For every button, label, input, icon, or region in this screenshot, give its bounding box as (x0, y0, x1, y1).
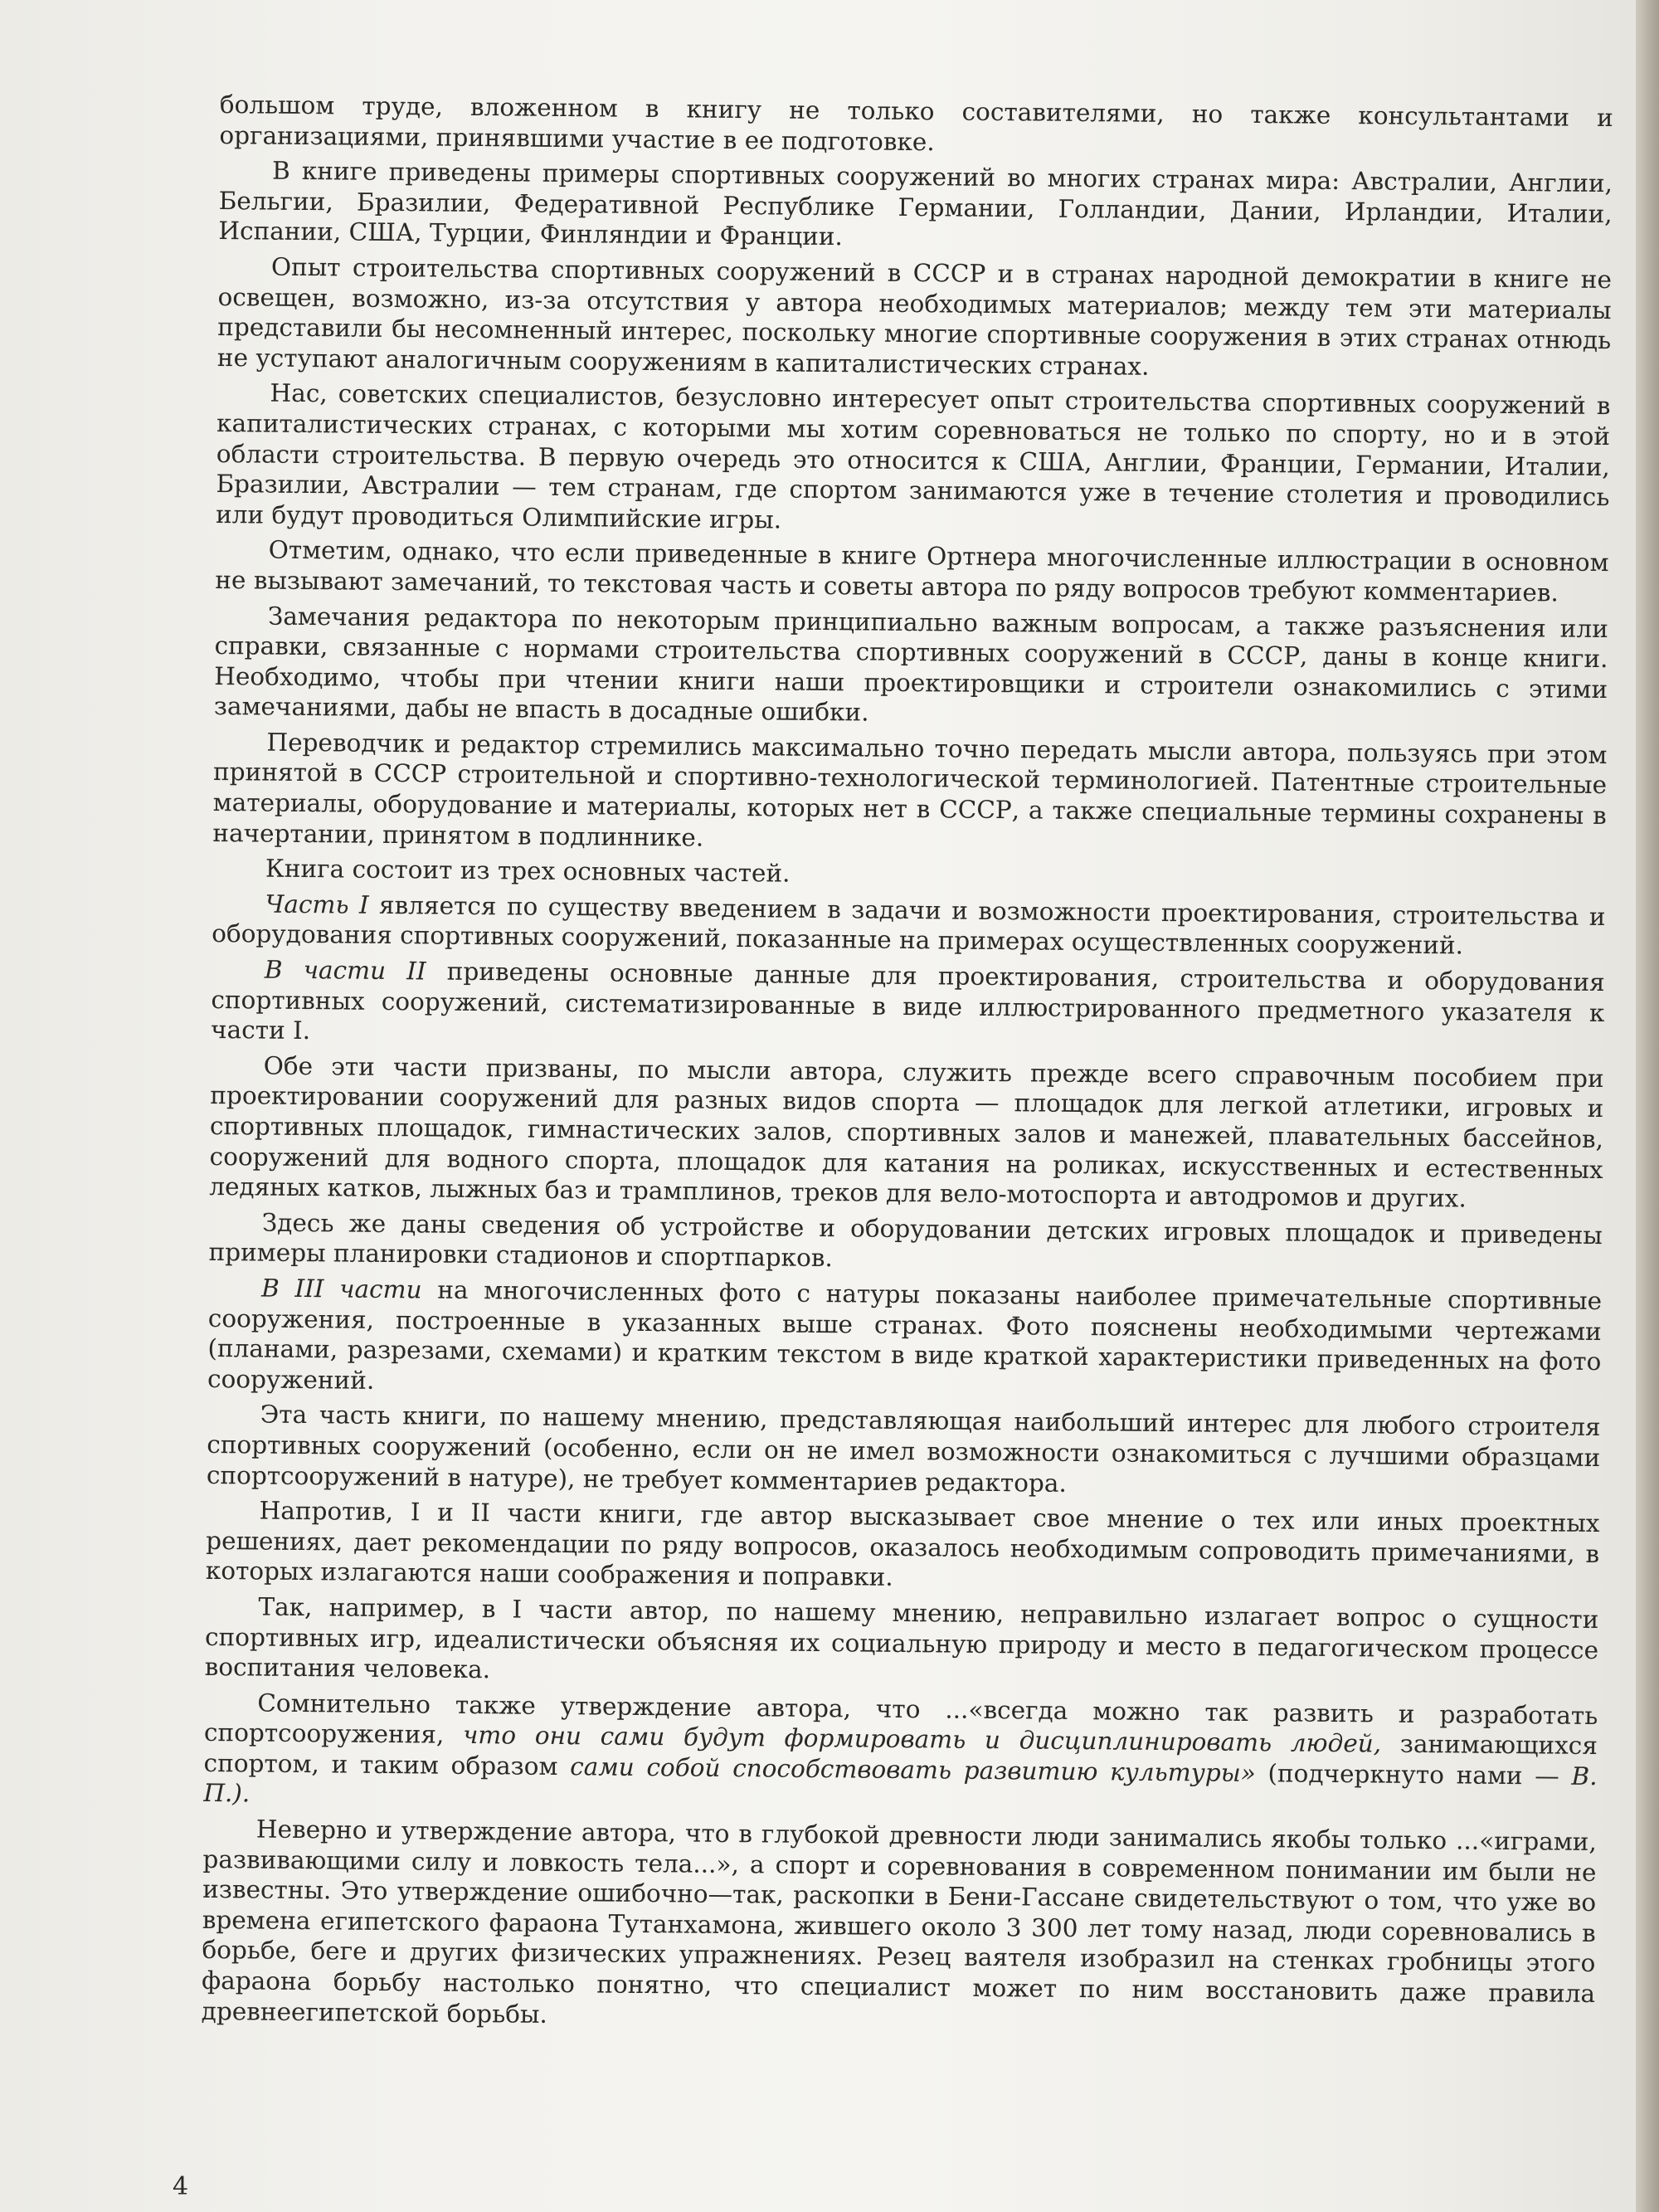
paragraph (218, 155, 1613, 260)
italic-text: В III части (260, 1274, 422, 1304)
italic-text: Часть I (265, 889, 369, 919)
paragraph (203, 1688, 1598, 1822)
text-run: занимающихся спортом, и таким образом (203, 1729, 1598, 1781)
text-run: на многочисленных фото с натуры показаны наиболее примечательные спортивные сооружения, построенные в указанных выше странах. Фото пояснены необходимыми чертежами (планами, разрезами, схемами) и кратким текстом в виде краткой характеристики приведенных на фото сооружений. (207, 1275, 1603, 1395)
paragraph (212, 889, 1606, 962)
page-edge (1636, 0, 1659, 2212)
body-text (202, 90, 1613, 2044)
italic-text: В. П.). (203, 1761, 1598, 1808)
text-run: Так, например, в I части автор, по нашему мнению, неправильно излагает вопрос о сущности спортивных игр, идеалистически объясняя их социальную природу и место в педагогическом процессе воспитания человека. (204, 1592, 1599, 1684)
text-run: большом труде, вложенном в книгу не только составителями, но также консультантами и организациями, принявшими участие в ее подготовке. (219, 90, 1613, 156)
text-run: Переводчик и редактор стремились максимально точно передать мысли автора, пользуясь при этом принятой в СССР строительной и спортивно-технологической терминологией. Патентные строительные материалы, оборудование и материалы, которых нет в СССР, а также специальные термины сохранены в начертании, принятом в подлиннике. (212, 728, 1608, 852)
paragraph (202, 1814, 1597, 2039)
text-run: (подчеркнуто нами — (1255, 1758, 1572, 1791)
text-run: В книге приведены примеры спортивных сооружений во многих странах мира: Австралии, Англии, Бельгии, Бразилии, Федеративной Республике Германии, Голландии, Дании, Ирландии, Италии, Испании, США, Турции, Финляндии и Франции. (218, 156, 1613, 251)
paragraph (207, 1399, 1601, 1503)
paragraph (205, 1591, 1599, 1696)
paragraph (214, 600, 1608, 734)
text-run: Неверно и утверждение автора, что в глубокой древности люди занимались якобы только ...«играми, развивающими силу и ловкость тела...», а спорт и соревнования в современном понимании им были не известны. Это утверждение ошибочно—так, раскопки в Бени-Гассане свидетельствуют о том, что уже во времена египетского фараона Тутанхамона, жившего около 3 300 лет тому назад, люди соревновались в борьбе, беге и других физических упражнениях. Резец ваятеля изобразил на стенках гробницы этого фараона борьбу настолько понятно, что специалист может по ним восстановить даже правила древнеегипетской борьбы. (201, 1815, 1597, 2029)
italic-text: В части II (264, 955, 426, 986)
text-run: Нас, советских специалистов, безусловно интересует опыт строительства спортивных сооружений в капиталистических странах, с которыми мы хотим соревноваться не только по спорту, но и в этой области строительства. В первую очередь это относится к США, Англии, Франции, Германии, Италии, Бразилии, Австралии — тем странам, где спортом занимаются уже в течение столетия и проводились или будут проводиться Олимпийские игры. (215, 378, 1611, 534)
paragraph (206, 1495, 1600, 1600)
paragraph (217, 251, 1612, 386)
paragraph (212, 727, 1607, 861)
paragraph (208, 1207, 1603, 1281)
paragraph (215, 534, 1609, 608)
text-run: Отметим, однако, что если приведенные в книге Ортнера многочисленные иллюстрации в основном не вызывают замечаний, то текстовая часть и советы автора по ряду вопросов требуют комментариев. (215, 535, 1609, 607)
text-run: Обе эти части призваны, по мысли автора, служить прежде всего справочным пособием при проектировании сооружений для разных видов спорта — площадок для легкой атлетики, игровых и спортивных площадок, гимнастических залов, спортивных залов и манежей, плавательных бассейнов, сооружений для водного спорта, площадок для катания на роликах, искусственных и естественных ледяных катков, лыжных баз и трамплинов, треков для вело-мотоспорта и автодромов и других. (209, 1051, 1604, 1213)
text-run: Здесь же даны сведения об устройстве и оборудовании детских игровых площадок и приведены примеры планировки стадионов и спортпарков. (208, 1208, 1603, 1273)
text-run: Сомнительно также утверждение автора, что ...«всегда можно так развить и разработать спортсооружения, (203, 1688, 1598, 1750)
paragraph (211, 954, 1605, 1059)
paragraph (216, 378, 1611, 543)
text-run: Замечания редактора по некоторым принципиально важным вопросам, а также разъяснения или справки, связанные с нормами строительства спортивных сооружений в СССР, даны в конце книги. Необходимо, чтобы при чтении книги наши проектировщики и строители ознакомились с этими замечаниями, дабы не впасть в досадные ошибки. (213, 602, 1609, 727)
paragraph (209, 1050, 1604, 1216)
text-run: Опыт строительства спортивных сооружений в СССР и в странах народной демократии в книге не освещен, возможно, из-за отсутствия у автора необходимых материалов; между тем эти материалы представили бы несомненный интерес, поскольку многие спортивные сооружения в этих странах отнюдь не уступают аналогичным сооружениям в капиталистических странах. (216, 252, 1613, 381)
text-run: Напротив, I и II части книги, где автор высказывает свое мнение о тех или иных проектных решениях, дает рекомендации по ряду вопросов, оказалось необходимым сопроводить примечаниями, в которых излагаются наши соображения и поправки. (205, 1496, 1600, 1592)
italic-text: что они сами будут формировать и дисциплинировать людей, (462, 1721, 1382, 1758)
text-run: приведены основные данные для проектирования, строительства и оборудования спортивных сооружений, систематизированные в виде иллюстрированного предметного указателя к части I. (210, 957, 1605, 1045)
page-number: 4 (173, 2172, 189, 2201)
paragraph (219, 90, 1613, 163)
paragraph (207, 1273, 1602, 1407)
text-run: Эта часть книги, по нашему мнению, представляющая наибольший интерес для любого строителя спортивных сооружений (особенно, если он не имел возможности ознакомиться с лучшими образцами спортсооружений в натуре), не требует комментариев редактора. (206, 1400, 1601, 1498)
text-run: Книга состоит из трех основных частей. (265, 854, 791, 888)
italic-text: сами собой способствовать развитию культуры» (570, 1752, 1256, 1787)
text-run: является по существу введением в задачи и возможности проектирования, строительства и оборудования спортивных сооружений, показанные на примерах осуществленных сооружений. (212, 890, 1606, 960)
